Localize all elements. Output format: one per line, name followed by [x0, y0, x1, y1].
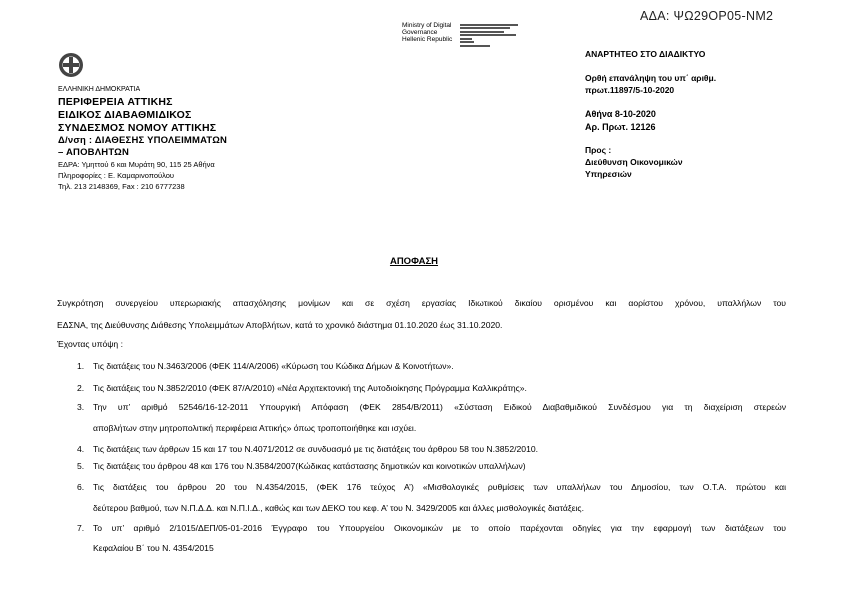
publish-notice: ΑΝΑΡΤΗΤΕΟ ΣΤΟ ΔΙΑΔΙΚΤΥΟ — [585, 49, 706, 59]
item-text: Κεφαλαίου Β΄ του Ν. 4354/2015 — [93, 543, 214, 553]
item-text: δεύτερου βαθμού, των Ν.Π.Δ.Δ. και Ν.Π.Ι.Δ., καθώς και των ΔΕΚΟ του κεφ. Α’ του Ν. 3429/2005 και άλλες μισθολογικές διατάξεις. — [93, 503, 584, 513]
item-text: Το υπ’ αριθμό 2/1015/ΔΕΠ/05-01-2016 Έγγραφο του Υπουργείου Οικονομικών με το οποίο παρέχονται οδηγίες για την εφαρμογή των διατάξεων του — [93, 523, 786, 533]
signature-line: Governance — [402, 29, 438, 36]
item-text: Τις διατάξεις του Ν.3463/2006 (ΦΕΚ 114/Α/2006) «Κύρωση του Κώδικα Δήμων & Κοινοτήτων». — [93, 361, 454, 371]
phone-fax: Τηλ. 213 2148369, Fax : 210 6777238 — [58, 182, 185, 191]
item-text: Τις διατάξεις του Ν.3852/2010 (ΦΕΚ 87/Α/2010) «Νέα Αρχιτεκτονική της Αυτοδιοίκησης Πρόγραμμα Καλλικράτης». — [93, 383, 527, 393]
subject-line: ΕΔΣΝΑ, της Διεύθυνσης Διάθεσης Υπολειμμάτων Αποβλήτων, κατά το χρονικό διάστημα 01.10.2020 έως 31.10.2020. — [57, 320, 503, 330]
document-title: ΑΠΟΦΑΣΗ — [389, 256, 439, 267]
signature-details-stamp — [460, 22, 520, 48]
item-number: 4. — [77, 444, 85, 454]
item-number: 6. — [77, 482, 85, 492]
item-text: αποβλήτων στην μητροπολιτική περιφέρεια Αττικής» όπως τροποποιήθηκε και ισχύει. — [93, 423, 417, 433]
item-text: Τις διατάξεις των άρθρων 15 και 17 του Ν.4071/2012 σε συνδυασμό με τις διατάξεις του άρθρου 58 του Ν.3852/2010. — [93, 444, 539, 454]
department-line: Δ/νση : ΔΙΑΘΕΣΗΣ ΥΠΟΛΕΙΜΜΑΤΩΝ — [58, 135, 228, 146]
country-label: ΕΛΛΗΝΙΚΗ ΔΗΜΟΚΡΑΤΙΑ — [58, 86, 141, 93]
repeat-note: Ορθή επανάληψη του υπ΄ αριθμ. — [585, 73, 717, 83]
item-number: 1. — [77, 361, 85, 371]
item-number: 2. — [77, 383, 85, 393]
date: Αθήνα 8-10-2020 — [585, 109, 656, 119]
signature-line: Hellenic Republic — [402, 36, 453, 43]
digital-signature-label — [402, 22, 452, 43]
address: ΕΔΡΑ: Υμηττού 6 και Μυράτη 90, 115 25 Αθήνα — [58, 160, 215, 169]
considering-label: Έχοντας υπόψη : — [57, 339, 123, 349]
department-line: – ΑΠΟΒΛΗΤΩΝ — [58, 147, 130, 158]
greek-coat-of-arms-icon — [58, 52, 84, 78]
recipient-label: Προς : — [585, 145, 612, 155]
ada-code: ΑΔΑ: ΨΩ29ΟΡ05-ΝΜ2 — [640, 9, 774, 23]
item-text: Τις διατάξεις του άρθρου 20 του Ν.4354/2015, (ΦΕΚ 176 τεύχος Α’) «Μισθολογικές ρυθμίσεις των υπαλλήλων του Δημοσίου, των Ο.Τ.Α. πρώτου και — [93, 482, 786, 492]
signature-line: Ministry of Digital — [402, 22, 452, 29]
item-text: Την υπ’ αριθμό 52546/16-12-2011 Υπουργική Απόφαση (ΦΕΚ 2854/Β/2011) «Σύσταση Ειδικού Διαβαθμιδικού Συνδέσμου για τη διαχείριση στερεών — [93, 402, 786, 412]
org-line: ΣΥΝΔΕΣΜΟΣ ΝΟΜΟΥ ΑΤΤΙΚΗΣ — [58, 122, 217, 134]
repeat-protocol: πρωτ.11897/5-10-2020 — [585, 85, 675, 95]
item-text: Τις διατάξεις του άρθρου 48 και 176 του Ν.3584/2007(Κώδικας κατάστασης δημοτικών και κοινοτικών υπαλλήλων) — [93, 461, 526, 471]
item-number: 3. — [77, 402, 85, 412]
item-number: 7. — [77, 523, 85, 533]
info-contact: Πληροφορίες : Ε. Καμαρινοπούλου — [58, 171, 175, 180]
protocol-number: Αρ. Πρωτ. 12126 — [585, 122, 656, 132]
org-line: ΠΕΡΙΦΕΡΕΙΑ ΑΤΤΙΚΗΣ — [58, 96, 173, 108]
item-number: 5. — [77, 461, 85, 471]
recipient: Διεύθυνση Οικονομικών — [585, 157, 683, 167]
org-line: ΕΙΔΙΚΟΣ ΔΙΑΒΑΘΜΙΔΙΚΟΣ — [58, 109, 192, 121]
subject-line: Συγκρότηση συνεργείου υπερωριακής απασχόλησης μονίμων και σε σχέση εργασίας Ιδιωτικού δικαίου ορισμένου και αορίστου χρόνου, υπαλλήλων του — [57, 298, 786, 308]
recipient: Υπηρεσιών — [585, 169, 632, 179]
